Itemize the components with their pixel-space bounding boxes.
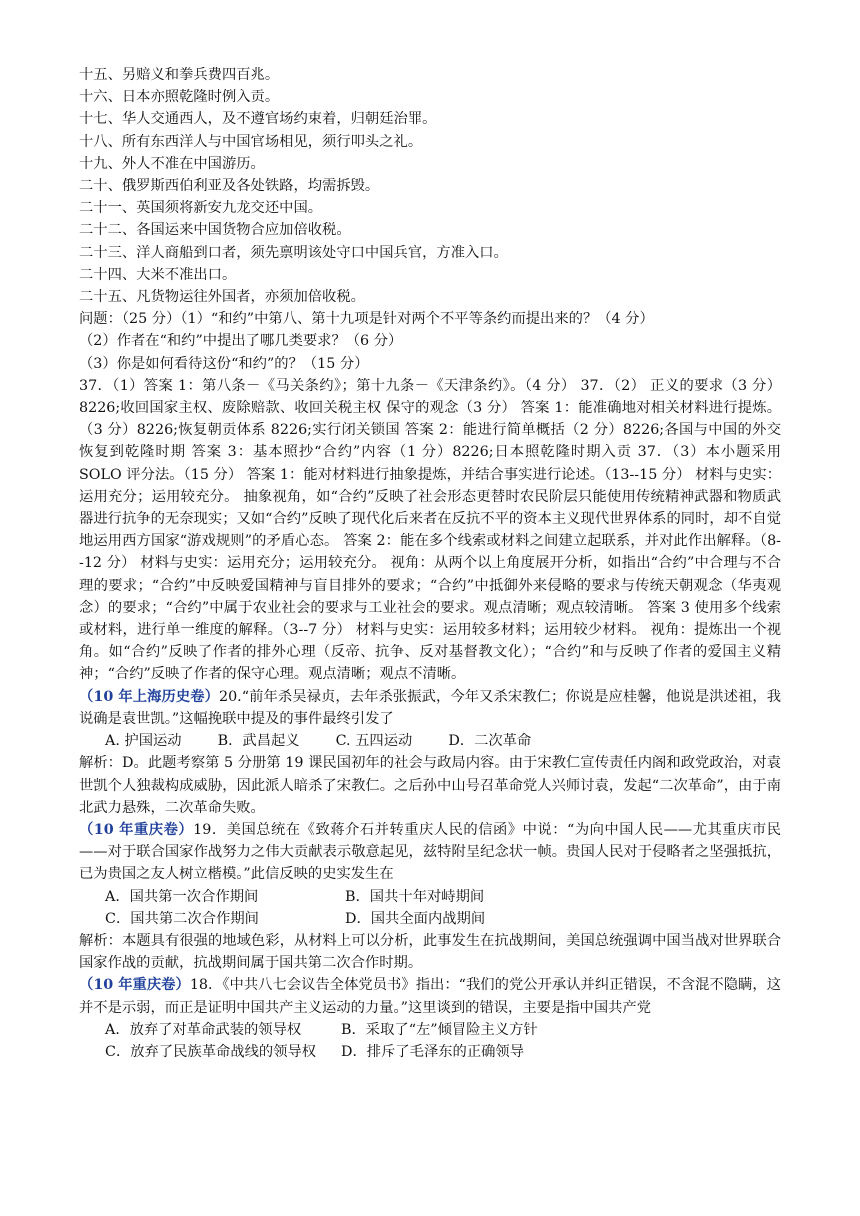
option-d: D．排斥了毛泽东的正确领导	[341, 1043, 525, 1060]
clause-25: 二十五、凡货物运往外国者，亦须加倍收税。	[79, 289, 365, 306]
option-a: A. 护国运动	[105, 733, 182, 750]
clause-17: 十七、华人交通西人，及不遵官场约束着，归朝廷治罪。	[79, 111, 437, 128]
option-a: A．放弃了对革命武装的领导权	[105, 1021, 302, 1038]
question-19-source-tag: （10 年重庆卷）	[79, 821, 194, 838]
clause-15: 十五、另赔义和拳兵费四百兆。	[79, 67, 280, 83]
clause-16: 十六、日本亦照乾隆时例入贡。	[79, 89, 280, 106]
question-20-analysis: 解析：D。此题考察第 5 分册第 19 课民国初年的社会与政局内容。由于宋教仁宣传责任内阁和政党政治，对袁世凯个人独裁构成威胁，因此派人暗杀了宋教仁。之后孙中山号召革命党人兴师讨袁，发起“二次革命”，由于南北武力悬殊，二次革命失败。	[79, 755, 781, 816]
questions-block	[79, 308, 781, 375]
answer-37-paragraph: 37．（1）答案 1：第八条－《马关条约》；第十九条－《天津条约》。（4 分） 37．（2） 正义的要求（3 分） 8226;收回国家主权、废除赔款、收回关税主权 保守的观念（3 分） 答案 1：能准确地对相关材料进行提炼。（3 分）8226;恢复朝贡体系 8226;实行闭关锁国 答案 2：能进行简单概括（2 分）8226;各国与中国的外交恢复到乾隆时期 答案 3：基本照抄“合约”内容（1 分）8226;日本照乾隆时期入贡 37．（3）本小题采用 SOLO 评分法。（15 分） 答案 1：能对材料进行抽象提炼，并结合事实进行论述。（13--15 分） 材料与史实：运用充分；运用较充分。 抽象视角，如“合约”反映了社会形态更替时农民阶层只能使用传统精神武器和物质武器进行抗争的无奈现实；又如“合约”反映了现代化后来者在反抗不平的资本主义现代世界体系的同时，却不自觉地运用西方国家“游戏规则”的矛盾心态。 答案 2：能在多个线索或材料之间建立起联系，并对此作出解释。（8--12 分） 材料与史实：运用充分；运用较充分。 视角：从两个以上角度展开分析，如指出“合约”中合理与不合理的要求；“合约”中反映爱国精神与盲目排外的要求；“合约”中抵御外来侵略的要求与传统天朝观念（华夷观念）的要求；“合约”中属于农业社会的要求与工业社会的要求。观点清晰；观点较清晰。 答案 3 使用多个线索或材料，进行单一维度的解释。（3--7 分） 材料与史实：运用较多材料；运用较少材料。 视角：提炼出一个视角。如“合约”反映了作者的排外心理（反帝、抗争、反对基督教文化）；“合约”和与反映了作者的爱国主义精神；“合约”反映了作者的保守心理。观点清晰；观点不清晰。	[79, 377, 781, 683]
question-20-options	[79, 730, 781, 752]
question-19-options-row-2	[79, 908, 781, 930]
clause-19: 十九、外人不准在中国游历。	[79, 155, 265, 172]
clause-20: 二十、俄罗斯西伯利亚及各处铁路，均需拆毁。	[79, 178, 380, 195]
option-a: A．国共第一次合作期间	[105, 888, 259, 905]
option-d: D．二次革命	[448, 733, 532, 750]
option-c: C．放弃了民族革命战线的领导权	[105, 1043, 317, 1060]
document-page	[79, 64, 781, 1063]
question-19-block	[79, 819, 781, 974]
question-18-stem	[79, 974, 781, 1018]
question-1: 问题：（25 分）（1）“和约”中第八、第十九项是针对两个不平等条约而提出来的？（4 分）	[79, 311, 654, 328]
question-20-block	[79, 686, 781, 819]
option-c: C．国共第二次合作期间	[105, 910, 259, 927]
question-18-options-row-1	[79, 1019, 781, 1041]
option-d: D．国共全面内战期间	[345, 910, 486, 927]
question-20-text: 20.“前年杀吴禄贞，去年杀张振武，今年又杀宋教仁；你说是应桂馨，他说是洪述祖，我说确是袁世凯。”这幅挽联中提及的事件最终引发了	[79, 688, 782, 727]
option-b: B．国共十年对峙期间	[345, 888, 485, 905]
question-20-source-tag: （10 年上海历史卷）	[79, 688, 219, 705]
question-3: （3）你是如何看待这份“和约”的？（15 分）	[79, 355, 369, 372]
question-18-options-row-2	[79, 1041, 781, 1063]
option-b: B．采取了“左”倾冒险主义方针	[341, 1021, 538, 1038]
option-b: B．武昌起义	[217, 733, 300, 750]
clause-21: 二十一、英国须将新安九龙交还中国。	[79, 200, 323, 217]
clause-23: 二十三、洋人商船到口者，须先禀明该处守口中国兵官，方准入口。	[79, 244, 508, 261]
question-20-stem	[79, 686, 781, 730]
question-19-stem	[79, 819, 781, 886]
option-c: C. 五四运动	[335, 733, 413, 750]
question-19-text: 19．美国总统在《致蒋介石并转重庆人民的信函》中说：“为向中国人民——尤其重庆市民——对于联合国家作战努力之伟大贡献表示敬意起见，兹特附呈纪念状一帧。贵国人民对于侵略者之坚强抵抗，已为贵国之友人树立楷模。”此信反映的史实发生在	[79, 821, 782, 883]
clause-18: 十八、所有东西洋人与中国官场相见，须行叩头之礼。	[79, 133, 423, 150]
question-2: （2）作者在“和约”中提出了哪几类要求？（6 分）	[79, 333, 403, 350]
question-19-analysis: 解析：本题具有很强的地域色彩，从材料上可以分析，此事发生在抗战期间，美国总统强调中国当战对世界联合国家作战的贡献，抗战期间属于国共第二次合作时期。	[79, 932, 781, 972]
treaty-clauses	[79, 64, 781, 308]
clause-22: 二十二、各国运来中国货物合应加倍收税。	[79, 222, 351, 239]
question-18-text: 18．《中共八七会议告全体党员书》指出：“我们的党公开承认并纠正错误，不含混不隐瞒，这并不是示弱，而正是证明中国共产主义运动的力量。”这里谈到的错误，主要是指中国共产党	[79, 977, 781, 1016]
clause-24: 二十四、大米不准出口。	[79, 266, 237, 283]
question-19-options-row-1	[79, 886, 781, 908]
question-18-block	[79, 974, 781, 1063]
question-18-source-tag: （10 年重庆卷）	[79, 977, 190, 994]
